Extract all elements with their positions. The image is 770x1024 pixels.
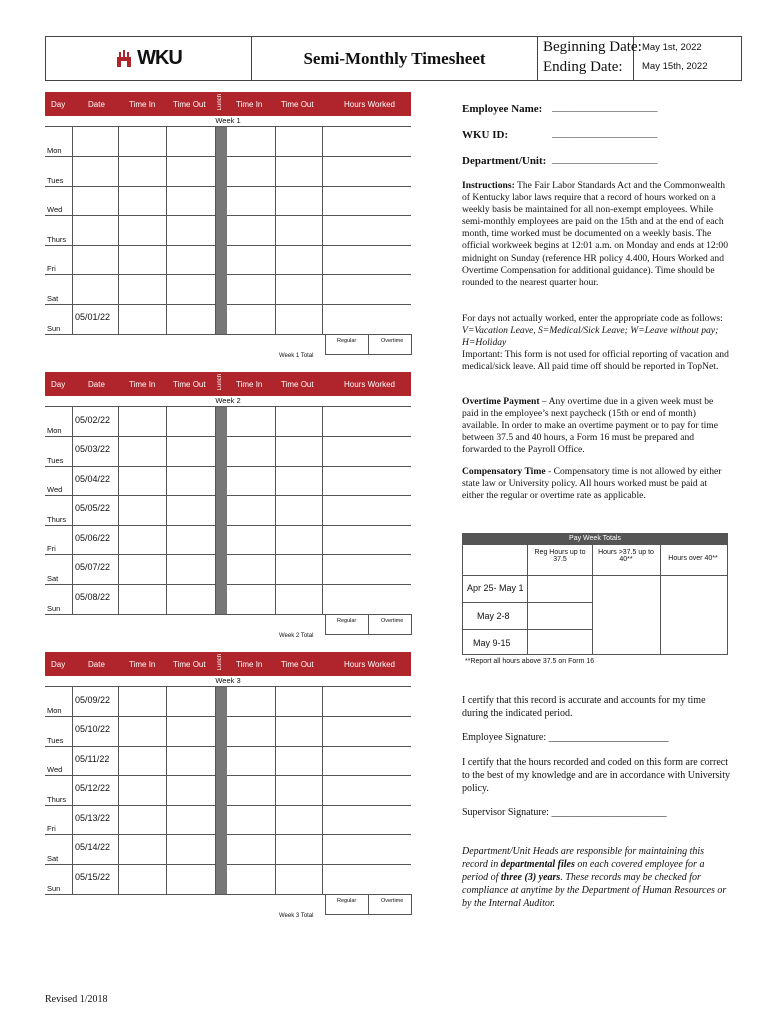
codes-paragraph — [462, 313, 730, 373]
row-date[interactable]: 05/14/22 — [75, 842, 111, 852]
row-date[interactable]: 05/15/22 — [75, 871, 111, 882]
timesheet-row[interactable] — [45, 864, 411, 895]
lunch-bar — [215, 554, 227, 584]
week-header-row — [45, 92, 411, 116]
column-header-time-in: Time In — [129, 100, 156, 109]
column-header-hours: Hours Worked — [344, 660, 395, 669]
wku-id-label: WKU ID: — [462, 129, 509, 141]
lunch-bar — [215, 495, 227, 525]
page-title: Semi-Monthly Timesheet — [252, 37, 538, 80]
wku-logo — [115, 47, 182, 70]
timesheet-row[interactable] — [45, 215, 411, 246]
column-header-time-out2: Time Out — [281, 380, 314, 389]
day-name: Thurs — [47, 514, 67, 524]
pay-week-note: **Report all hours above 37.5 on Form 16 — [465, 658, 595, 665]
day-name: Fri — [47, 824, 56, 833]
day-name: Sun — [47, 323, 61, 333]
row-date[interactable]: 05/01/22 — [75, 311, 111, 322]
column-header-day: Day — [51, 660, 66, 669]
day-name: Mon — [47, 426, 62, 435]
lunch-bar — [215, 215, 227, 245]
day-name: Mon — [47, 706, 62, 715]
lunch-bar — [215, 834, 227, 864]
row-date[interactable]: 05/13/22 — [75, 812, 111, 823]
timesheet-row[interactable] — [45, 584, 411, 615]
timesheet-row[interactable] — [45, 436, 411, 467]
lunch-bar — [215, 407, 227, 436]
lunch-bar — [215, 274, 227, 304]
column-header-hours: Hours Worked — [344, 100, 395, 109]
overtime-label: Overtime — [381, 617, 404, 624]
day-name: Wed — [47, 765, 63, 774]
lunch-bar — [215, 864, 227, 894]
timesheet-row[interactable] — [45, 274, 411, 305]
timesheet-row[interactable] — [45, 834, 411, 865]
day-name: Sun — [47, 883, 61, 893]
row-date[interactable]: 05/07/22 — [75, 562, 111, 572]
employee-name-label: Employee Name: — [462, 103, 543, 115]
overtime-paragraph — [462, 396, 730, 456]
lunch-bar — [215, 584, 227, 614]
pay-week-col-mid: Hours >37.5 up to 40** — [598, 549, 654, 563]
wku-id-field[interactable]: ______________________ — [552, 129, 658, 140]
lunch-bar — [215, 775, 227, 805]
department-field[interactable]: ______________________ — [552, 155, 658, 166]
column-header-lunch: Lunch — [217, 374, 223, 391]
day-name: Sat — [47, 573, 59, 583]
comp-time-paragraph — [462, 466, 730, 502]
department-label: Department/Unit: — [462, 155, 547, 167]
ending-date-label: Ending Date: — [543, 59, 623, 75]
pay-week-row-2: May 2-8 — [477, 611, 510, 621]
column-header-lunch: Lunch — [217, 654, 223, 671]
column-header-time-out: Time Out — [173, 380, 206, 389]
beginning-date-label: Beginning Date: — [543, 39, 642, 55]
timesheet-row[interactable] — [45, 746, 411, 777]
timesheet-row[interactable] — [45, 407, 411, 437]
row-date[interactable]: 05/09/22 — [75, 695, 111, 705]
lunch-bar — [215, 746, 227, 776]
column-header-time-in2: Time In — [236, 660, 263, 669]
codes-list: V=Vacation Leave, S=Medical/Sick Leave; W=Leave without pay; H=Holiday — [462, 325, 719, 349]
date-cell — [538, 37, 741, 80]
timesheet-row[interactable] — [45, 687, 411, 717]
comp-time-heading: Compensatory Time — [462, 466, 546, 477]
lunch-bar — [215, 525, 227, 555]
employee-signature-label: Employee Signature: — [462, 732, 547, 743]
header-box — [45, 36, 742, 81]
lunch-bar — [215, 127, 227, 156]
ending-date-value[interactable]: May 15th, 2022 — [642, 61, 708, 72]
lunch-bar — [215, 805, 227, 835]
timesheet-row[interactable] — [45, 716, 411, 747]
day-name: Wed — [47, 205, 63, 214]
employee-signature-field[interactable]: ________________________ — [548, 732, 669, 743]
row-date[interactable]: 05/03/22 — [75, 444, 111, 454]
day-name: Tues — [47, 735, 64, 745]
logo-cell — [46, 37, 252, 80]
timesheet-row[interactable] — [45, 495, 411, 526]
day-name: Mon — [47, 146, 62, 155]
column-header-lunch: Lunch — [217, 94, 223, 111]
pay-week-row-1: Apr 25- May 1 — [467, 583, 524, 593]
lunch-bar — [215, 687, 227, 716]
column-header-time-out2: Time Out — [281, 100, 314, 109]
regular-label: Regular — [337, 897, 357, 904]
timesheet-row[interactable] — [45, 156, 411, 187]
day-name: Sun — [47, 603, 61, 613]
pay-week-col-reg: Reg Hours up to 37.5 — [534, 549, 586, 563]
revised-footer: Revised 1/2018 — [45, 994, 108, 1005]
lunch-bar — [215, 304, 227, 334]
column-header-time-out2: Time Out — [281, 660, 314, 669]
column-header-time-out: Time Out — [173, 100, 206, 109]
supervisor-signature-line — [462, 807, 730, 819]
column-header-hours: Hours Worked — [344, 380, 395, 389]
overtime-label: Overtime — [381, 337, 404, 344]
employee-signature-line — [462, 732, 730, 744]
timesheet-row[interactable] — [45, 127, 411, 157]
week-total-label: Week 1 Total — [279, 352, 314, 359]
employee-name-field[interactable]: ______________________ — [552, 103, 658, 114]
row-date[interactable]: 05/06/22 — [75, 532, 111, 543]
instructions-body: The Fair Labor Standards Act and the Commonwealth of Kentucky labor laws require that a record of hours worked on a weekly basis be maintained for all non-exempt employees. While semi-monthly employees are paid on the 15th and at the end of each month, time worked must be documented on a weekly basis. The official workweek begins at 12:01 a.m. on Monday and ends at 12:00 midnight on Sunday (reference HR policy 4.400, Hours Worked and Overtime Compensation for additional guidance). Time should be rounded to the nearest quarter hour. — [462, 180, 728, 288]
day-name: Thurs — [47, 794, 67, 804]
week-total-label: Week 3 Total — [279, 912, 314, 919]
pay-week-table — [462, 544, 728, 655]
row-date[interactable]: 05/02/22 — [75, 415, 111, 425]
instructions-paragraph — [462, 180, 730, 289]
column-header-date: Date — [88, 100, 105, 109]
timesheet-row[interactable] — [45, 304, 411, 335]
overtime-heading: Overtime Payment — [462, 396, 540, 407]
lunch-bar — [215, 716, 227, 746]
column-header-time-out: Time Out — [173, 660, 206, 669]
supervisor-signature-field[interactable]: _______________________ — [551, 807, 667, 818]
wku-id-line — [462, 129, 730, 142]
row-date[interactable]: 05/10/22 — [75, 724, 111, 734]
lunch-bar — [215, 436, 227, 466]
column-header-day: Day — [51, 380, 66, 389]
regular-label: Regular — [337, 337, 357, 344]
overtime-label: Overtime — [381, 897, 404, 904]
timesheet-row[interactable] — [45, 186, 411, 217]
column-header-time-in2: Time In — [236, 380, 263, 389]
timesheet-row[interactable] — [45, 554, 411, 585]
week-header-row — [45, 372, 411, 396]
day-name: Wed — [47, 485, 63, 494]
row-date[interactable]: 05/05/22 — [75, 503, 111, 513]
day-name: Sat — [47, 293, 59, 303]
column-header-time-in: Time In — [129, 660, 156, 669]
supervisor-signature-label: Supervisor Signature: — [462, 807, 549, 818]
pay-week-row-3: May 9-15 — [473, 638, 511, 648]
timesheet-row[interactable] — [45, 775, 411, 806]
day-name: Fri — [47, 544, 56, 553]
timesheet-row[interactable] — [45, 245, 411, 276]
column-header-day: Day — [51, 100, 66, 109]
codes-intro: For days not actually worked, enter the appropriate code as follows: — [462, 313, 723, 324]
beginning-date-value[interactable]: May 1st, 2022 — [642, 42, 702, 53]
comp-time-body: - Compensatory time is not allowed by either state law or University policy. All hours worked must be paid at either the regular or overtime rate as applicable. — [462, 466, 722, 502]
lunch-bar — [215, 156, 227, 186]
timesheet-row[interactable] — [45, 466, 411, 497]
employee-certify-text: I certify that this record is accurate and accounts for my time during the indicated period. — [462, 695, 706, 719]
week-label: Week 2 — [45, 396, 411, 407]
day-name: Fri — [47, 264, 56, 273]
day-name: Sat — [47, 853, 59, 863]
column-header-date: Date — [88, 380, 105, 389]
column-header-time-in: Time In — [129, 380, 156, 389]
important-note: Important: This form is not used for official reporting of vacation and medical/sick leave. All paid time off should be reported in TopNet. — [462, 349, 729, 373]
instructions-heading: Instructions: — [462, 180, 515, 191]
lunch-bar — [215, 466, 227, 496]
row-date[interactable]: 05/08/22 — [75, 591, 111, 602]
pay-week-title: Pay Week Totals — [462, 533, 728, 544]
logo-text: WKU — [137, 47, 182, 69]
supervisor-certify-text: I certify that the hours recorded and coded on this form are correct to the best of my knowledge and are in accordance with University policy. — [462, 757, 730, 794]
cupola-icon — [115, 50, 133, 68]
pay-week-col-over: Hours over 40** — [668, 555, 718, 562]
row-date[interactable]: 05/11/22 — [75, 753, 110, 764]
day-name: Tues — [47, 175, 64, 185]
department-line — [462, 155, 730, 168]
day-name: Tues — [47, 455, 64, 465]
day-name: Thurs — [47, 234, 67, 244]
week-label: Week 3 — [45, 676, 411, 687]
lunch-bar — [215, 245, 227, 275]
row-date[interactable]: 05/04/22 — [75, 473, 111, 484]
lunch-bar — [215, 186, 227, 216]
week-header-row — [45, 652, 411, 676]
retention-notice: Department/Unit Heads are responsible for maintaining this record in departmental files on each covered employee for a period of three (3) years. These records may be checked for compliance at anytime by the Department of Human Resources or by the Internal Auditor. — [462, 846, 727, 909]
week-total-label: Week 2 Total — [279, 632, 314, 639]
timesheet-row[interactable] — [45, 525, 411, 556]
timesheet-row[interactable] — [45, 805, 411, 836]
regular-label: Regular — [337, 617, 357, 624]
week-label: Week 1 — [45, 116, 411, 127]
column-header-date: Date — [88, 660, 105, 669]
row-date[interactable]: 05/12/22 — [75, 783, 111, 793]
column-header-time-in2: Time In — [236, 100, 263, 109]
overtime-body: – Any overtime due in a given week must be paid in the employee’s next paycheck (15th or end of month) available. In order to make an overtime payment or to pay for time between 37.5 and 40 hours, a Form 16 must be prepared and forwarded to the Payroll Office. — [462, 396, 719, 456]
employee-name-line — [462, 103, 730, 116]
